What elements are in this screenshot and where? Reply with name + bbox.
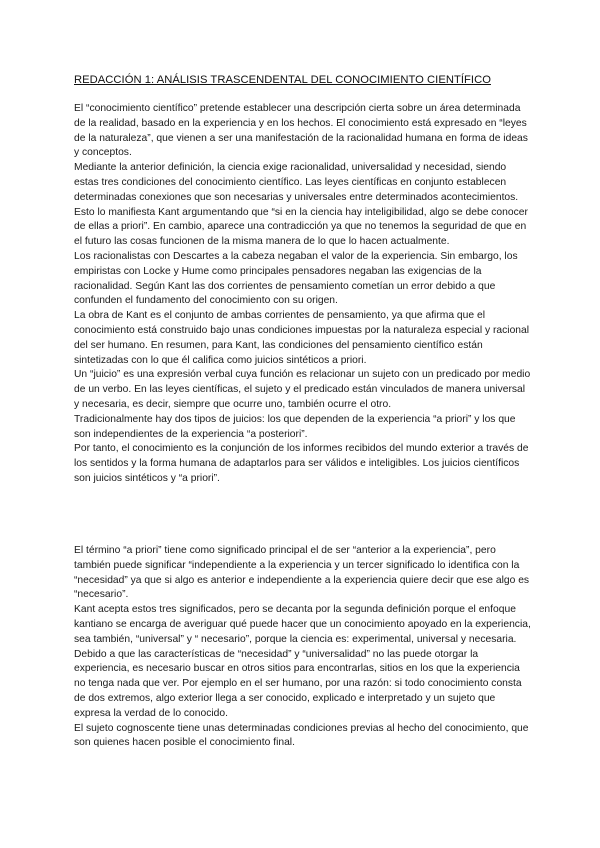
paragraph: Debido a que las características de “necesidad” y “universalidad” no las puede otorgar la experiencia, es necesario buscar en otros sitios para encontrarlas, sitios en los que la experiencia no tenga nada que ver. Por ejemplo en el ser humano, por una razón: si todo conocimiento consta de dos extremos, algo exterior llega a ser conocido, explicado e interpretado y un sujeto que expresa la verdad de lo conocido. — [74, 648, 522, 719]
paragraph: Mediante la anterior definición, la ciencia exige racionalidad, universalidad y necesidad, siendo estas tres condiciones del conocimiento científico. Las leyes científicas en conjunto establecen determinadas conexiones que son necesarias y universales entre determinados acontecimientos. — [74, 162, 519, 203]
paragraph: Por tanto, el conocimiento es la conjunción de los informes recibidos del mundo exterior a través de los sentidos y la forma humana de adaptarlos para ser válidos e inteligibles. Los juicios científicos son juicios sintéticos y “a priori”. — [74, 443, 529, 484]
section-1 — [74, 102, 532, 487]
paragraph: El “conocimiento científico” pretende establecer una descripción cierta sobre un área determinada de la realidad, basado en la experiencia y en los hechos. El conocimiento está expresado en “leyes de la naturaleza”, que vienen a ser una manifestación de la racionalidad humana en forma de ideas y conceptos. — [74, 103, 528, 159]
document-title: REDACCIÓN 1: ANÁLISIS TRASCENDENTAL DEL CONOCIMIENTO CIENTÍFICO — [74, 74, 491, 86]
paragraph: Kant acepta estos tres significados, pero se decanta por la segunda definición porque el enfoque kantiano se encarga de averiguar qué puede hacer que un conocimiento apoyado en la experiencia, sea también, “universal” y “ necesario”, porque la ciencia es: experimental, universal y necesaria. — [74, 604, 531, 645]
paragraph: Esto lo manifiesta Kant argumentando que “si en la ciencia hay inteligibilidad, algo se debe conocer de ellas a priori”. En cambio, aparece una contradicción ya que no tenemos la seguridad de que en el futuro las cosas funcionen de la misma manera de lo que lo hacen actualmente. — [74, 206, 528, 248]
paragraph: Los racionalistas con Descartes a la cabeza negaban el valor de la experiencia. Sin embargo, los empiristas con Locke y Hume como principales pensadores negaban las exigencias de la racionalidad. Según Kant las dos corrientes de pensamiento cometían un error debido a que confunden el fundamento del conocimiento con su origen. — [74, 250, 518, 307]
paragraph: Tradicionalmente hay dos tipos de juicios: los que dependen de la experiencia “a priori” y los que son independientes de la experiencia “a posteriori”. — [74, 413, 516, 440]
paragraph: Un “juicio” es una expresión verbal cuya función es relacionar un sujeto con un predicado por medio de un verbo. En las leyes científicas, el sujeto y el predicado están vinculados de manera universal y necesaria, es decir, siempre que ocurre uno, también ocurre el otro. — [74, 369, 531, 410]
section-2 — [74, 544, 532, 751]
paragraph: El sujeto cognoscente tiene unas determinadas condiciones previas al hecho del conocimiento, que son quienes hacen posible el conocimiento final. — [74, 722, 529, 749]
paragraph: El término “a priori” tiene como significado principal el de ser “anterior a la experiencia”, pero también puede significar “independiente a la experiencia y un tercer significado lo identifica con la “necesidad” ya que si algo es anterior e independiente a la experiencia quiere decir que ese algo es “necesario”. — [74, 545, 530, 601]
paragraph: La obra de Kant es el conjunto de ambas corrientes de pensamiento, ya que afirma que el conocimiento está construido bajo unas condiciones impuestas por la naturaleza especial y racional del ser humano. En resumen, para Kant, las condiciones del pensamiento científico están sintetizadas con lo que él califica como juicios sintéticos a priori. — [74, 310, 530, 366]
